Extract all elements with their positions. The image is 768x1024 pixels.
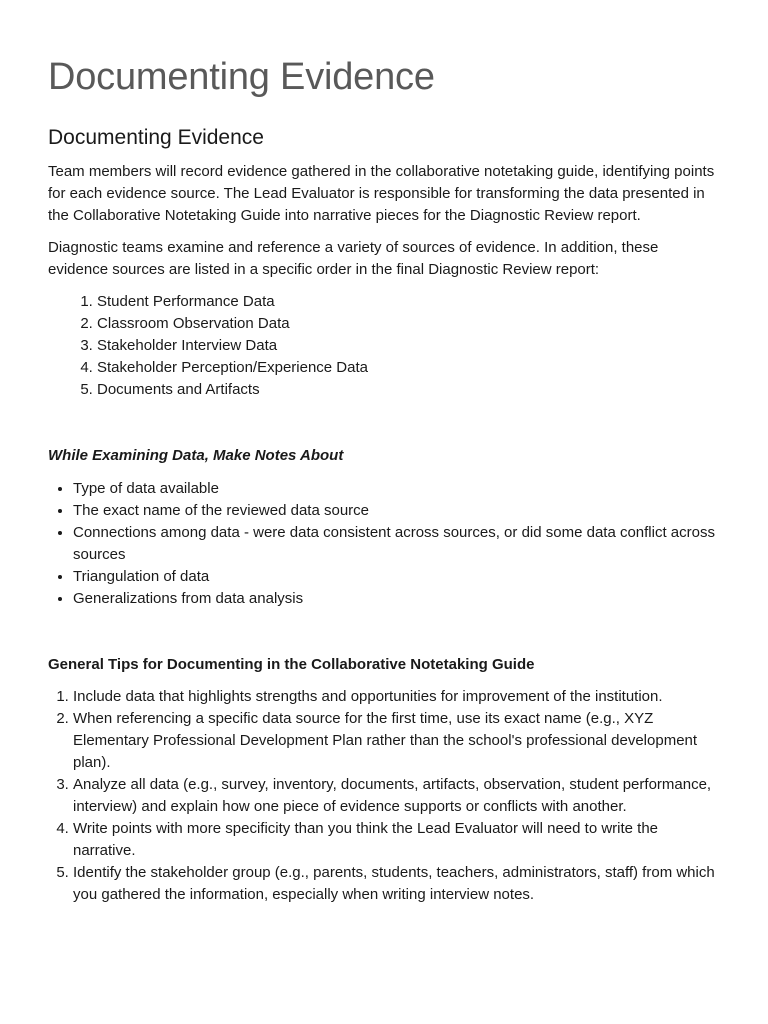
intro-paragraph: Team members will record evidence gathered in the collaborative notetaking guide, identifying points for each evidence source. The Lead Evaluator is responsible for transforming the data presented in the Collaborative Notetaking Guide into narrative pieces for the Diagnostic Review report. (48, 163, 715, 224)
list-item: 5. Identify the stakeholder group (e.g., parents, students, teachers, administrators, staff) from which you gathered the information, especially when writing interview notes. (73, 862, 720, 906)
list-item: 3. Analyze all data (e.g., survey, inventory, documents, artifacts, observation, student performance, interview) and explain how one piece of evidence supports or conflicts with another. (73, 774, 720, 818)
evidence-sources-list (48, 291, 720, 401)
list-item: 4. Stakeholder Perception/Experience Data (97, 357, 720, 379)
list-item: • Generalizations from data analysis (73, 588, 720, 610)
list-item: • Type of data available (73, 478, 720, 500)
list-item: 4. Write points with more specificity than you think the Lead Evaluator will need to write the narrative. (73, 818, 720, 862)
list-item: 1. Student Performance Data (97, 291, 720, 313)
sources-intro-paragraph: Diagnostic teams examine and reference a variety of sources of evidence. In addition, these evidence sources are listed in a specific order in the final Diagnostic Review report: (48, 239, 659, 278)
list-item: 2. Classroom Observation Data (97, 313, 720, 335)
list-item: 3. Stakeholder Interview Data (97, 335, 720, 357)
tips-heading: General Tips for Documenting in the Collaborative Notetaking Guide (48, 656, 535, 673)
tips-list (48, 686, 720, 906)
notes-heading: While Examining Data, Make Notes About (48, 447, 344, 464)
list-item: 2. When referencing a specific data source for the first time, use its exact name (e.g., XYZ Elementary Professional Development Plan rather than the school's professional development plan). (73, 708, 720, 774)
list-item: 1. Include data that highlights strengths and opportunities for improvement of the institution. (73, 686, 720, 708)
list-item: 5. Documents and Artifacts (97, 379, 720, 401)
section-title: Documenting Evidence (48, 126, 264, 149)
list-item: • Connections among data - were data consistent across sources, or did some data conflict across sources (73, 522, 720, 566)
page-title: Documenting Evidence (48, 56, 435, 98)
list-item: • Triangulation of data (73, 566, 720, 588)
list-item: • The exact name of the reviewed data source (73, 500, 720, 522)
notes-list (48, 478, 720, 610)
